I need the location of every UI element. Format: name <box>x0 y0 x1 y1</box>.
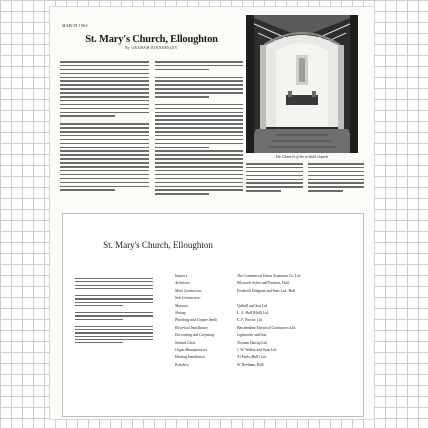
credit-row: Plumbing and Copper Smith C. F. Proctor Ltd. <box>175 318 263 323</box>
panel-title: St. Mary's Church, Elloughton <box>103 240 213 250</box>
article-column-3 <box>246 163 364 194</box>
credits-list <box>175 274 355 370</box>
credit-row: Main Contractors Frederick Hodgson and Sons Ltd., Hull <box>175 288 296 293</box>
credit-row: Stained Glass Norman Harrop Ltd. <box>175 340 268 345</box>
credit-row: Masonry Quibell and Son Ltd. <box>175 303 268 308</box>
credit-row: Slating L. A. Hull (Hull) Ltd. <box>175 311 269 316</box>
credit-row: Electrical Installation Hawdendine Electrical Contractors Ltd. <box>175 325 296 330</box>
issue-date: MARCH 1966 <box>62 23 88 28</box>
credit-row: Polishers W. Beetham, Hull <box>175 362 264 367</box>
article-title: St. Mary's Church, Elloughton <box>85 34 218 45</box>
chancel-illustration <box>246 15 358 153</box>
church-chancel-photo <box>246 15 358 153</box>
article <box>60 13 243 203</box>
credit-row: Architects Ellsworth Sykes and Partners, Hull <box>175 281 289 286</box>
article-byline: By GRAHAM KINNERSLEY <box>125 46 178 50</box>
article-column-2 <box>155 61 244 197</box>
article-column-1 <box>60 61 149 197</box>
credit-row: Organ Manufacturers J. W. Walker and Sons Ltd. <box>175 348 277 353</box>
article-body <box>60 61 243 197</box>
credit-row: Heating Installation Al Fuels (Hull) Ltd. <box>175 355 267 360</box>
vicar-statement <box>75 278 153 349</box>
magazine-page <box>50 7 374 419</box>
credits-panel <box>62 213 364 417</box>
credit-row: Decorating and Carpeting Lightowler and Son <box>175 333 267 338</box>
photo-caption: The Chancel of the re-built church. <box>275 155 329 159</box>
credit-row: Sub-Contractors: <box>175 296 201 301</box>
credit-row: Insurers The Commercial Union Assurance Co. Ltd. <box>175 274 302 278</box>
